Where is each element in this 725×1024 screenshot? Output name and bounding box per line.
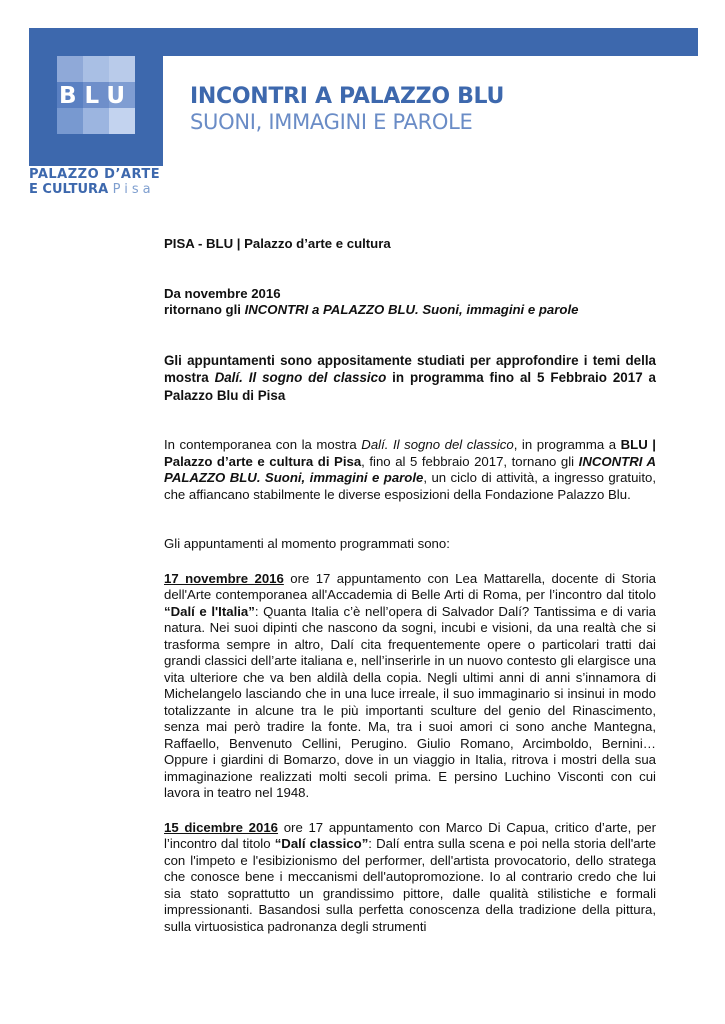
- paragraph-1: In contemporanea con la mostra Dalí. Il sogno del classico, in programma a BLU | Palazzo d’arte e cultura di Pisa, fino al 5 febbraio 2017, tornano gli INCONTRI A PALAZZO BLU. Suoni, immagini e parole, un ciclo di attività, a ingresso gratuito, che affiancano stabilmente le diverse esposizioni della Fondazione Palazzo Blu.: [164, 437, 657, 502]
- event-1: 17 novembre 2016 ore 17 appuntamento con Lea Mattarella, docente di Storia dell'Arte contemporanea all'Accademia di Belle Arti di Roma, per l’incontro dal titolo “Dalí e l'Italia”: Quanta Italia c’è nell’opera di Salvador Dalí? Tantissima e di varia natura. Nei suoi dipinti che nascono da sogni, incubi e visioni, da una realtà che si trasforma sempre in altro, Dalí cita frequentemente opere o particolari tratti dai grandi classici dell’arte italiana e, nell’inserirle in un nuovo contesto gli elargisce una vita ulteriore che va ben aldilà della copia. Negli ultimi anni di anni s’innamora di Michelangelo lasciando che in una luce irreale, il suo immaginario si insinui in modo totalizzante in alcune tra le più importanti sculture del genio del Rinascimento, senza mai però tradire la fonte. Ma, tra i suoi amori ci sono anche Mantegna, Raffaello, Benvenuto Cellini, Perugino. Giulio Romano, Arcimboldo, Bernini… Oppure i giardini di Bomarzo, dove in un viaggio in Italia, ritrova i mostri della sua immaginazione realizzati molti secoli prima. E persino Luchino Visconti con cui lavora in teatro nel 1948.: [164, 570, 656, 800]
- event-1-date: 17 novembre 2016: [164, 570, 284, 586]
- doc-heading: PISA - BLU | Palazzo d’arte e cultura: [164, 236, 391, 251]
- event-2-date: 15 dicembre 2016: [164, 819, 279, 835]
- paragraph-2: Gli appuntamenti al momento programmati sono:: [164, 536, 450, 551]
- logo-text: BLU: [59, 83, 134, 109]
- event-2: 15 dicembre 2016 ore 17 appuntamento con Marco Di Capua, critico d’arte, per l’incontro dal titolo “Dalí classico”: Dalí entra sulla scena e poi nella storia dell'arte con l'impeto e l'esibizionismo del performer, dell'artista provocatorio, dello stratega che conosce bene i meccanismi dell'autopromozione. Io al contrario credo che lui sia stato soprattutto un grandissimo pittore, dalle qualità stilistiche e formali impressionanti. Basandosi sulla perfetta conoscenza della tradizione della pittura, sulla virtuosistica padronanza degli strumenti: [164, 819, 656, 934]
- org-city: Pisa: [112, 182, 155, 197]
- org-name-line1: PALAZZO D’ARTE: [29, 167, 161, 182]
- date-line: Da novembre 2016: [164, 285, 281, 301]
- header-title: INCONTRI A PALAZZO BLU: [190, 84, 505, 109]
- header-subtitle: SUONI, IMMAGINI E PAROLE: [190, 110, 473, 134]
- org-name-line2: E CULTURA Pisa: [29, 182, 155, 197]
- document-body: [164, 236, 656, 935]
- return-line: ritornano gli INCONTRI a PALAZZO BLU. Suoni, immagini e parole: [164, 302, 579, 317]
- intro-paragraph: Gli appuntamenti sono appositamente studiati per approfondire i temi della mostra Dalí. Il sogno del classico in programma fino al 5 Febbraio 2017 a Palazzo Blu di Pisa: [164, 352, 656, 403]
